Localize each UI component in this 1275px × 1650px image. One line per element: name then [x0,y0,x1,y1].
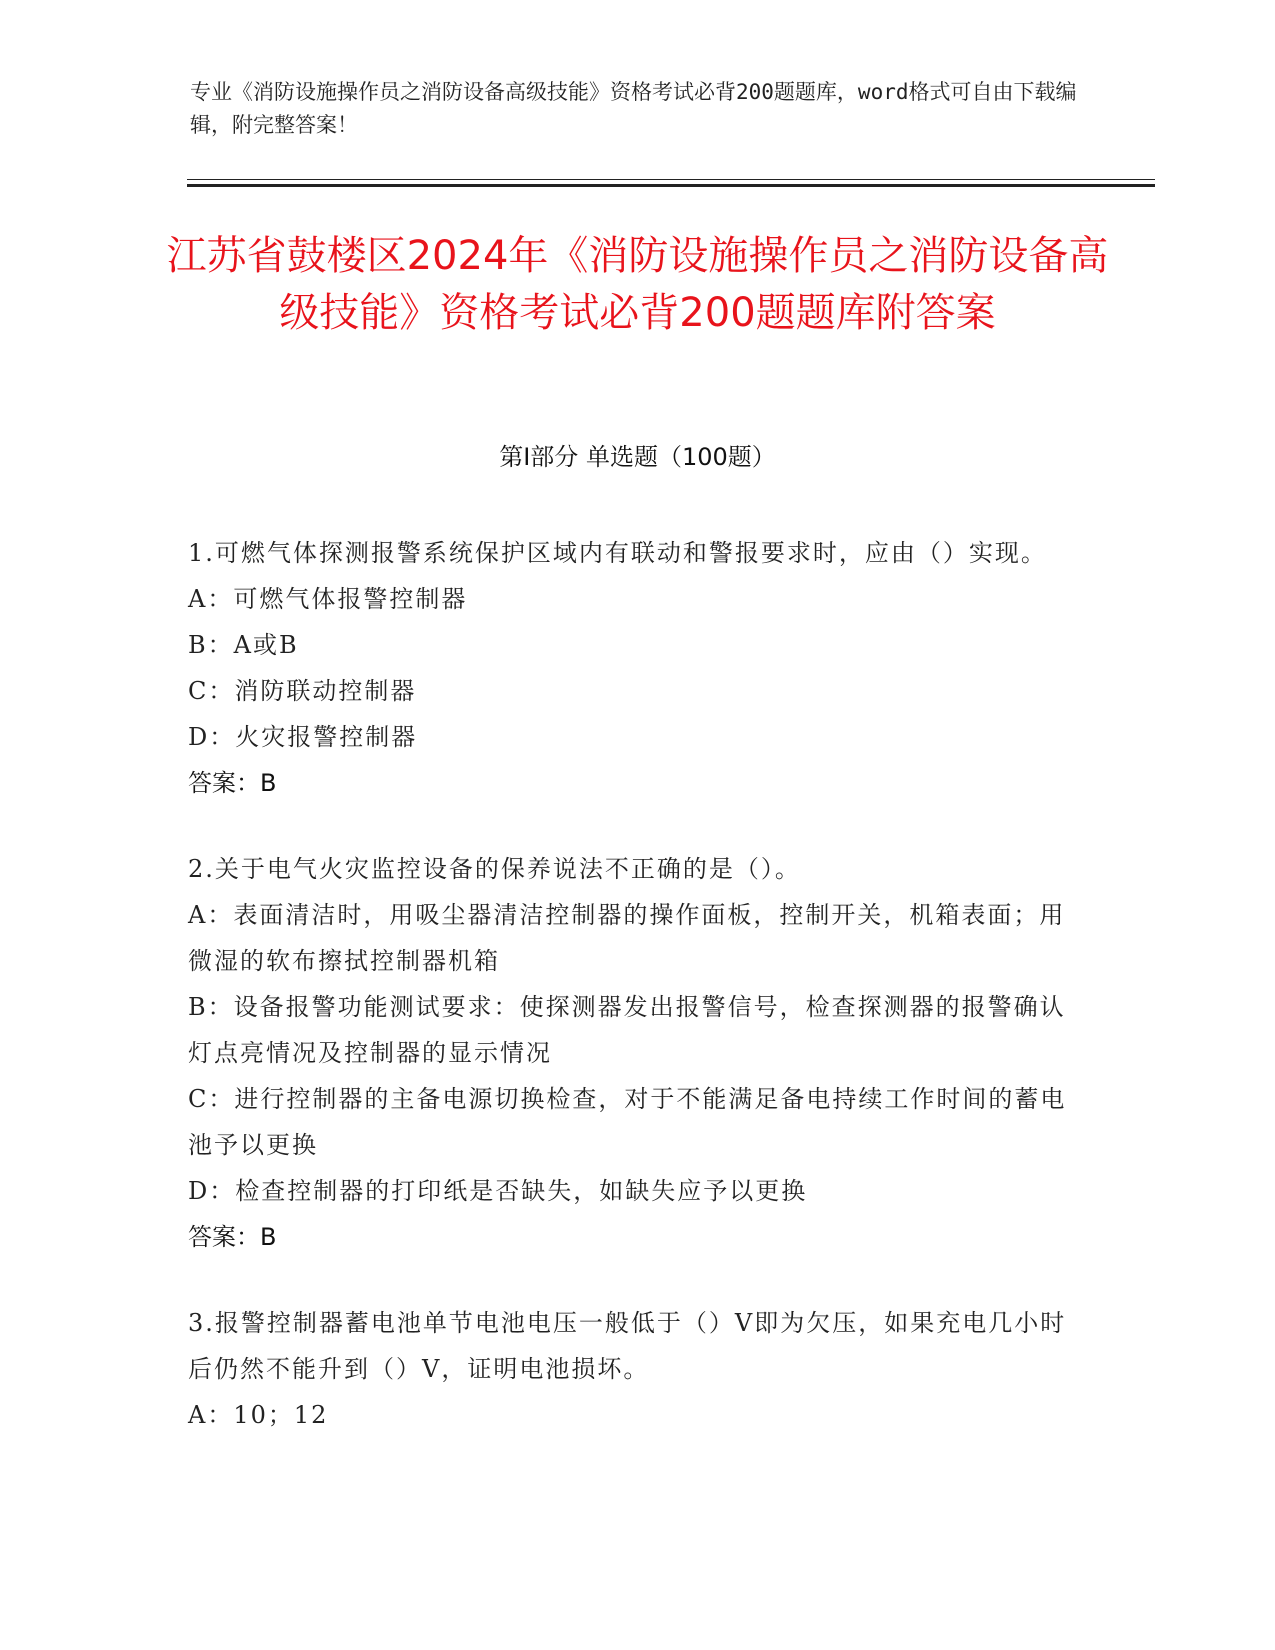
question-list [188,530,1088,1478]
document-title: 江苏省鼓楼区2024年《消防设施操作员之消防设备高级技能》资格考试必背200题题库附答案 [166,233,1109,336]
answer-line: 答案：B [188,1223,277,1251]
option-d: D：检查控制器的打印纸是否缺失，如缺失应予以更换 [188,1177,808,1205]
header-divider-thin [187,179,1155,180]
section-heading: 第I部分 单选题（100题） [499,443,776,471]
option-c: C：进行控制器的主备电源切换检查，对于不能满足备电持续工作时间的蓄电池予以更换 [188,1085,1067,1159]
option-b: B：A或B [188,631,299,659]
question-2 [188,846,1088,1260]
option-d: D：火灾报警控制器 [188,723,418,751]
option-a: A：可燃气体报警控制器 [188,585,468,613]
question-1 [188,530,1088,806]
question-stem: 2.关于电气火灾监控设备的保养说法不正确的是（）。 [188,855,801,883]
option-a: A：表面清洁时，用吸尘器清洁控制器的操作面板，控制开关，机箱表面；用微湿的软布擦拭控制器机箱 [188,901,1066,975]
question-3 [188,1300,1088,1438]
answer-line: 答案：B [188,769,277,797]
option-c: C：消防联动控制器 [188,677,417,705]
header-note: 专业《消防设施操作员之消防设备高级技能》资格考试必背200题题库，word格式可自由下载编辑，附完整答案！ [190,80,1077,137]
question-stem: 3.报警控制器蓄电池单节电池电压一般低于（）V即为欠压，如果充电几小时后仍然不能升到（）V，证明电池损坏。 [188,1309,1067,1383]
option-a: A：10；12 [188,1401,329,1429]
question-stem: 1.可燃气体探测报警系统保护区域内有联动和警报要求时，应由（）实现。 [188,539,1047,567]
option-b: B：设备报警功能测试要求：使探测器发出报警信号，检查探测器的报警确认灯点亮情况及控制器的显示情况 [188,993,1066,1067]
header-divider-thick [187,184,1155,187]
